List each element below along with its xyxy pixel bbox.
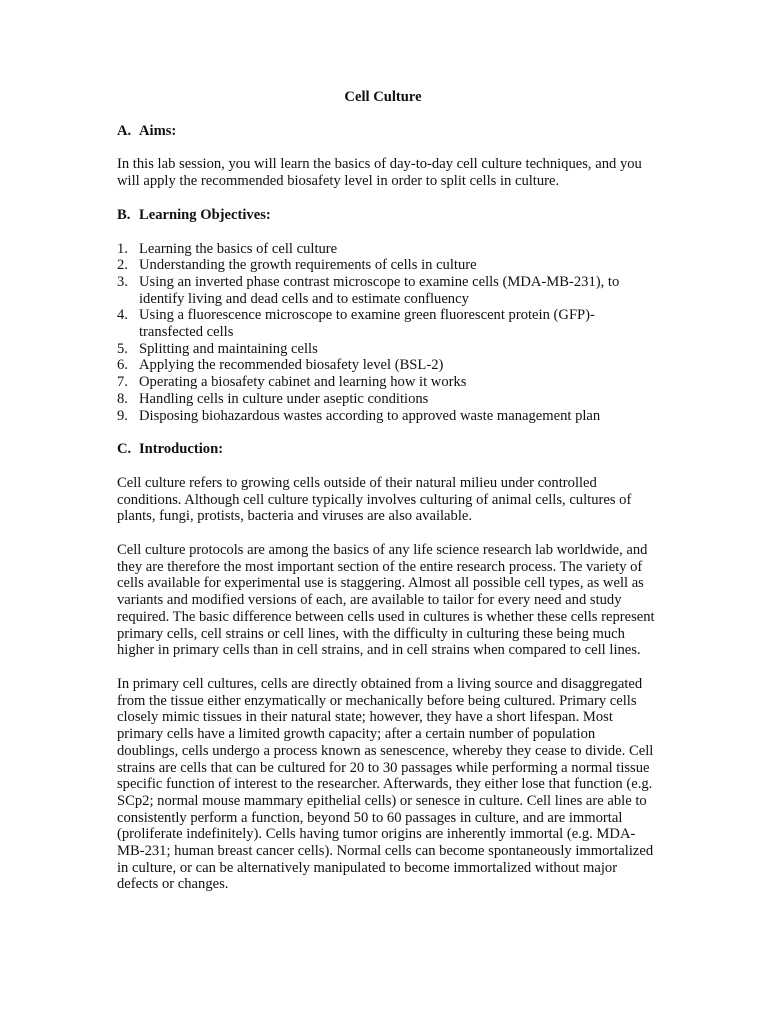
list-number: 6. [117, 357, 128, 374]
list-item [117, 408, 657, 425]
list-text: Understanding the growth requirements of cells in culture [139, 257, 477, 274]
section-letter: A. [117, 122, 132, 139]
list-item [117, 307, 657, 340]
list-item [117, 391, 657, 408]
section-title: Learning Objectives: [139, 206, 271, 223]
list-text: Using a fluorescence microscope to examine green fluorescent protein (GFP)-transfected cells [139, 307, 595, 341]
intro-paragraph-2: Cell culture protocols are among the basics of any life science research lab worldwide, and they are therefore the most important section of the entire research process. The variety of cells available for experimental use is staggering. Almost all possible cell types, as well as variants and modified versions of each, are available to tailor for every need and study required. The basic difference between cells used in cultures is whether these cells represent primary cells, cell strains or cell lines, with the difficulty in culturing these being much higher in primary cells than in cell strains, and in cell strains when compared to cell lines. [117, 542, 655, 659]
section-heading-introduction [117, 441, 657, 458]
list-number: 1. [117, 240, 128, 257]
list-text: Using an inverted phase contrast microscope to examine cells (MDA-MB-231), to identify living and dead cells and to estimate confluency [139, 273, 620, 307]
list-item [117, 257, 657, 274]
list-text: Splitting and maintaining cells [139, 340, 318, 357]
objectives-list [117, 241, 657, 425]
list-number: 8. [117, 390, 128, 407]
list-number: 5. [117, 340, 128, 357]
list-item [117, 241, 657, 258]
section-letter: C. [117, 441, 132, 458]
list-number: 7. [117, 374, 128, 391]
aims-paragraph: In this lab session, you will learn the basics of day-to-day cell culture techniques, and you will apply the recommended biosafety level in order to split cells in culture. [117, 156, 642, 190]
section-heading-objectives [117, 207, 657, 224]
list-number: 9. [117, 407, 128, 424]
intro-paragraph-1: Cell culture refers to growing cells outside of their natural milieu under controlled conditions. Although cell culture typically involves culturing of animal cells, cultures of plants, fungi, protists, bacteria and viruses are also available. [117, 474, 632, 525]
intro-paragraph-3: In primary cell cultures, cells are directly obtained from a living source and disaggregated from the tissue either enzymatically or mechanically before being cultured. Primary cells closely mimic tissues in their natural state; however, they have a short lifespan. Most primary cells have a limited growth capacity; after a certain number of population doublings, cells undergo a process known as senescence, whereby they cease to divide. Cell strains are cells that can be cultured for 20 to 30 passages while performing a normal tissue specific function of interest to the researcher. Afterwards, they either lose that function (e.g. SCp2; normal mouse mammary epithelial cells) or senesce in culture. Cell lines are able to consistently perform a function, beyond 50 to 60 passages in culture, and are immortal (proliferate indefinitely). Cells having tumor origins are inherently immortal (e.g. MDA-MB-231; human breast cancer cells). Normal cells can become spontaneously immortalized in culture, or can be alternatively manipulated to become immortalized without major defects or changes. [117, 675, 654, 893]
list-number: 3. [117, 273, 128, 290]
list-text: Handling cells in culture under aseptic conditions [139, 390, 429, 407]
section-title: Introduction: [139, 441, 224, 458]
list-text: Operating a biosafety cabinet and learning how it works [139, 374, 467, 391]
document-page [117, 89, 657, 910]
list-number: 2. [117, 257, 128, 274]
section-title: Aims: [139, 122, 177, 139]
list-item [117, 274, 657, 307]
list-text: Disposing biohazardous wastes according to approved waste management plan [139, 407, 601, 424]
section-letter: B. [117, 206, 131, 223]
list-number: 4. [117, 307, 128, 324]
list-text: Learning the basics of cell culture [139, 240, 338, 257]
list-item [117, 357, 657, 374]
section-heading-aims [117, 123, 657, 140]
list-text: Applying the recommended biosafety level (BSL-2) [139, 357, 444, 374]
document-title: Cell Culture [344, 89, 422, 105]
list-item [117, 341, 657, 358]
list-item [117, 374, 657, 391]
